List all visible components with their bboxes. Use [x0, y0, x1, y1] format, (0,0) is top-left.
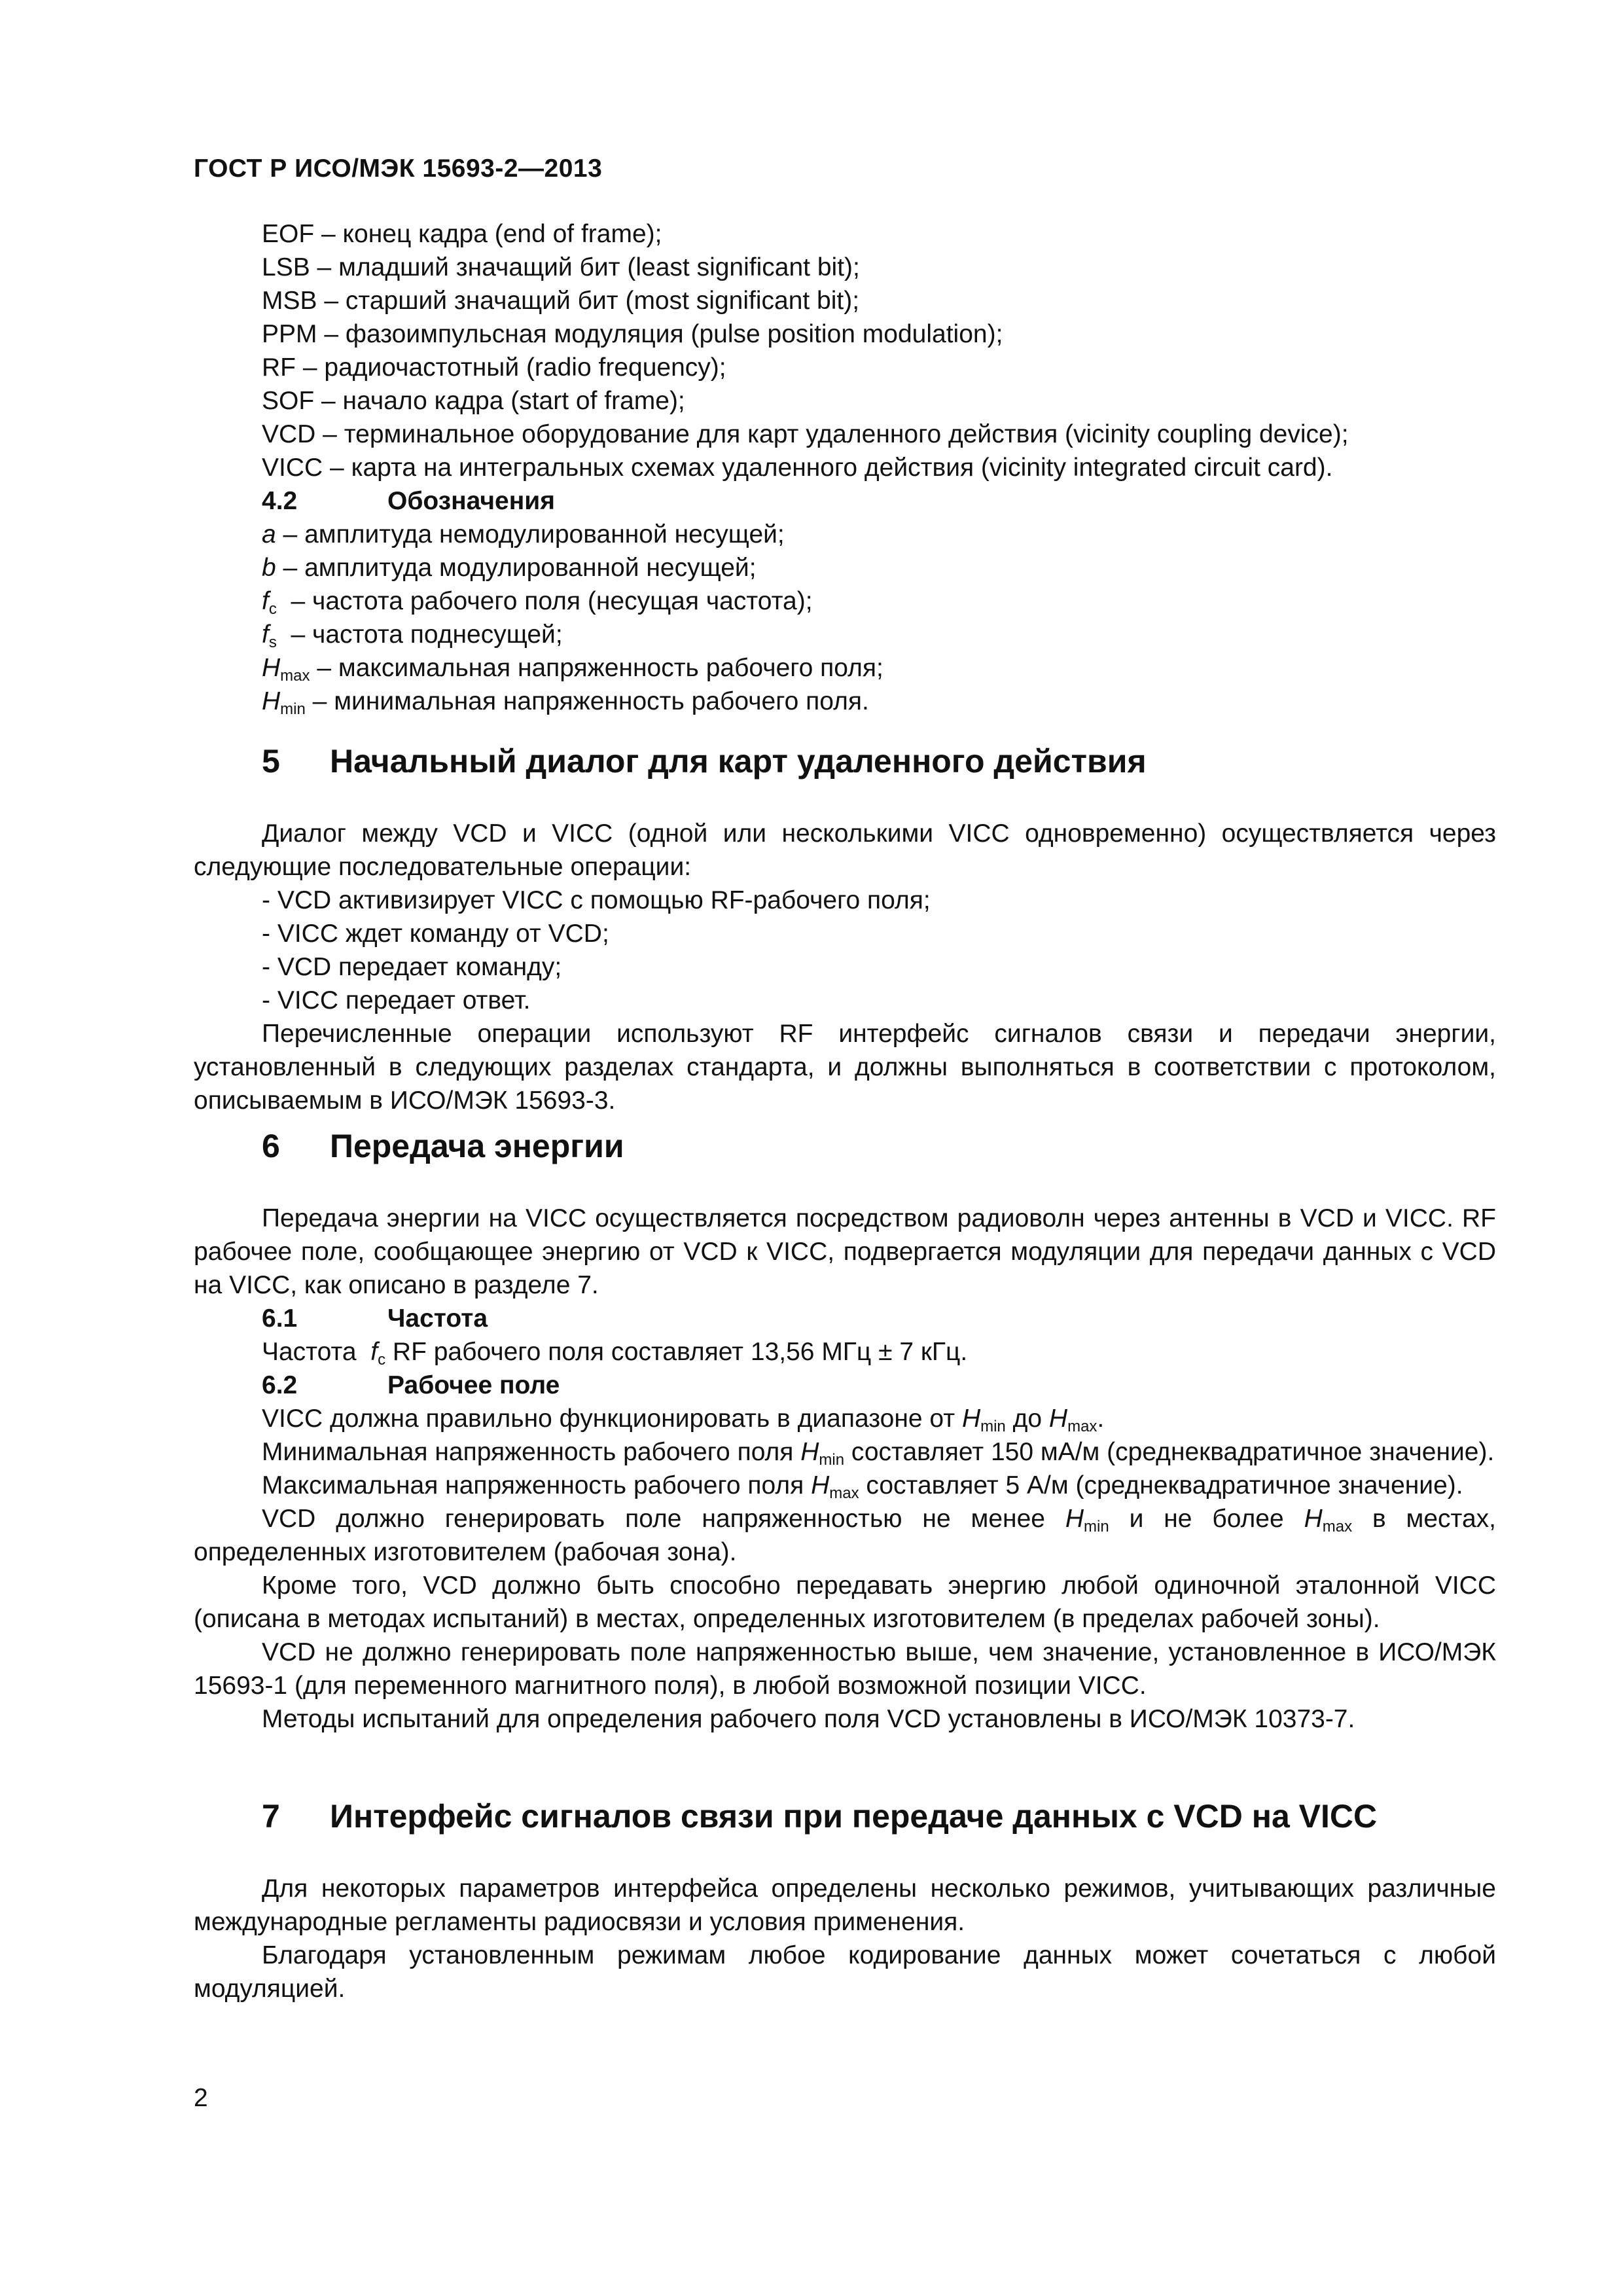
subsection-heading-6-2: 6.2 Рабочее поле: [262, 1371, 560, 1399]
abbreviation-item: VCD – терминальное оборудование для карт удаленного действия (vicinity coupling device);: [262, 420, 1349, 448]
paragraph: Кроме того, VCD должно быть способно передавать энергию любой одиночной эталонной VICC (описана в методах испытаний) в местах, определенных изготовителем (в пределах рабочей зоны).: [194, 1571, 1496, 1633]
section-heading-6: 6 Передача энергии: [262, 1128, 624, 1164]
paragraph: Благодаря установленным режимам любое кодирование данных может сочетаться с любой модуляцией.: [194, 1941, 1496, 2003]
symbol-item: $H_{max}$ – максимальная напряженность рабочего поля;: [262, 654, 883, 685]
paragraph: VCD должно генерировать поле напряженностью не менее $H_{min}$ и не более $H_{max}$ в местах, определенных изготовителем (рабочая зона).: [194, 1505, 1497, 1566]
section-7-body: [194, 1872, 1496, 2005]
list-item: - VICC ждет команду от VCD;: [262, 920, 609, 948]
abbreviation-item: VICC – карта на интегральных схемах удаленного действия (vicinity integrated circuit card).: [262, 454, 1333, 482]
section-heading-5: 5 Начальный диалог для карт удаленного действия: [262, 743, 1147, 780]
subsection-heading-4-2: 4.2 Обозначения: [262, 487, 556, 515]
symbol-item: $f_c$ – частота рабочего поля (несущая частота);: [262, 587, 813, 618]
abbreviation-item: RF – радиочастотный (radio frequency);: [262, 353, 726, 382]
symbol-item: b – амплитуда модулированной несущей;: [262, 554, 757, 582]
symbol-item: $H_{min}$ – минимальная напряженность рабочего поля.: [262, 687, 869, 718]
paragraph: Максимальная напряженность рабочего поля $H_{max}$ составляет 5 А/м (среднеквадратичное значение).: [262, 1471, 1463, 1502]
section-heading-7: 7 Интерфейс сигналов связи при передаче данных с VCD на VICC: [262, 1798, 1378, 1835]
abbreviation-item: PPM – фазоимпульсная модуляция (pulse position modulation);: [262, 320, 1003, 348]
paragraph: Перечисленные операции используют RF интерфейс сигналов связи и передачи энергии, установленный в следующих разделах стандарта, и должны выполняться в соответствии с протоколом, описываемым в ИСО/МЭК 15693-3.: [194, 1020, 1496, 1115]
paragraph: Передача энергии на VICC осуществляется посредством радиоволн через антенны в VCD и VICC. RF рабочее поле, сообщающее энергию от VCD к VICC, подвергается модуляции для передачи данных с VCD на VICC, как описано в разделе 7.: [194, 1204, 1496, 1299]
paragraph: Минимальная напряженность рабочего поля $H_{min}$ составляет 150 мА/м (среднеквадратичное значение).: [262, 1438, 1495, 1469]
paragraph: VCD не должно генерировать поле напряженностью выше, чем значение, установленное в ИСО/МЭК 15693-1 (для переменного магнитного поля), в любой возможной позиции VICC.: [194, 1638, 1496, 1700]
page-number: 2: [194, 2084, 208, 2112]
paragraph: VICC должна правильно функционировать в диапазоне от $H_{min}$ до $H_{max}$.: [262, 1405, 1105, 1435]
section-5-body: [194, 817, 1496, 1117]
document-header: ГОСТ Р ИСО/МЭК 15693-2—2013: [194, 154, 603, 183]
abbreviation-item: LSB – младший значащий бит (least significant bit);: [262, 253, 860, 281]
paragraph: Методы испытаний для определения рабочего поля VCD установлены в ИСО/МЭК 10373-7.: [262, 1705, 1355, 1733]
paragraph: Диалог между VCD и VICC (одной или несколькими VICC одновременно) осуществляется через следующие последовательные операции:: [194, 819, 1496, 881]
paragraph: Частота $f_c$ RF рабочего поля составляет 13,56 МГц ± 7 кГц.: [262, 1338, 968, 1369]
symbol-item: $f_s$ – частота поднесущей;: [262, 620, 563, 651]
abbreviation-item: EOF – конец кадра (end of frame);: [262, 220, 662, 248]
paragraph: Для некоторых параметров интерфейса определены несколько режимов, учитывающих различные международные регламенты радиосвязи и условия применения.: [194, 1874, 1496, 1936]
list-item: - VICC передает ответ.: [262, 986, 531, 1014]
symbol-item: a – амплитуда немодулированной несущей;: [262, 520, 785, 548]
abbreviation-list: [194, 217, 1496, 718]
abbreviation-item: MSB – старший значащий бит (most significant bit);: [262, 287, 860, 315]
list-item: - VCD передает команду;: [262, 953, 562, 981]
section-6-body: [194, 1202, 1496, 1736]
abbreviation-item: SOF – начало кадра (start of frame);: [262, 387, 685, 415]
list-item: - VCD активизирует VICC с помощью RF-рабочего поля;: [262, 886, 931, 914]
subsection-heading-6-1: 6.1 Частота: [262, 1304, 488, 1333]
